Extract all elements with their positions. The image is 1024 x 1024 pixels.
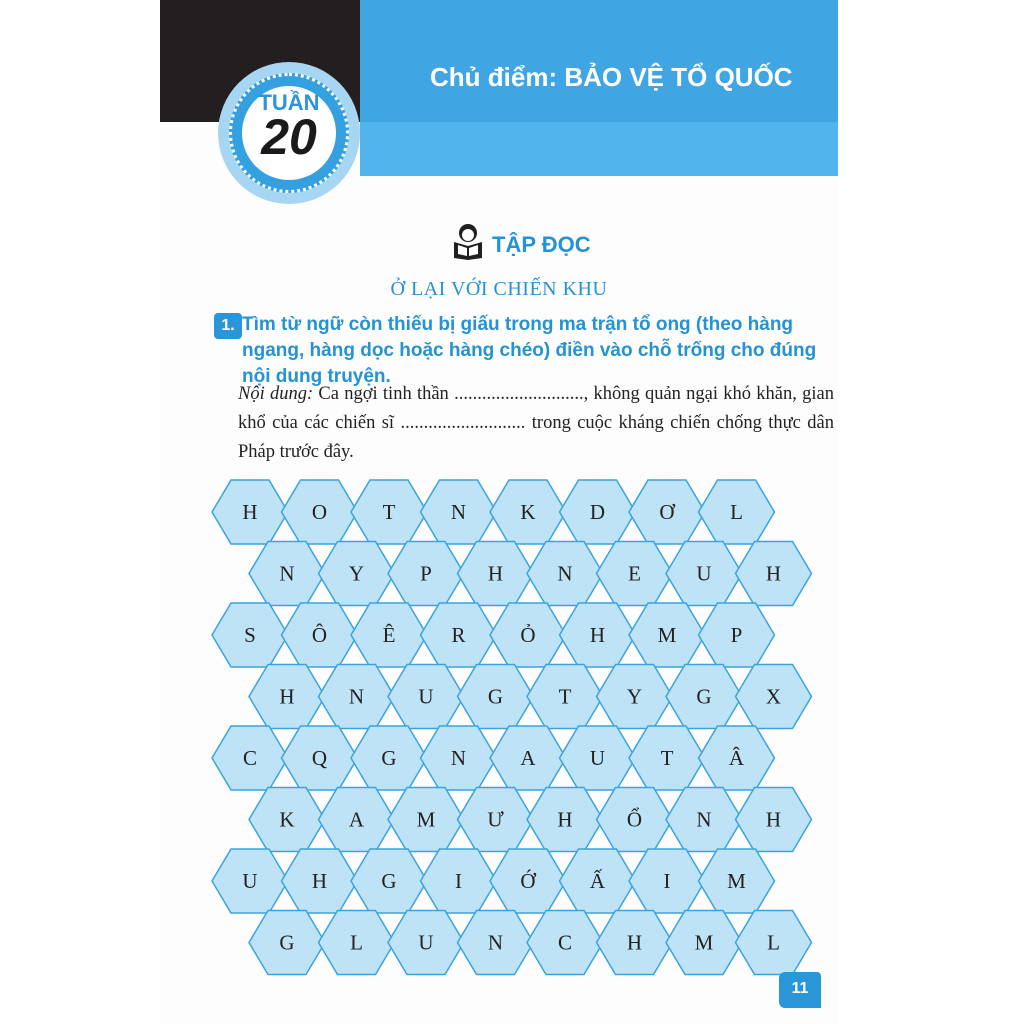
honeycomb-cell <box>597 788 673 852</box>
honeycomb-cell <box>249 911 325 975</box>
honeycomb-cell <box>736 665 812 729</box>
honeycomb-letter: Ổ <box>626 807 643 832</box>
honeycomb-letter: L <box>767 930 780 955</box>
honeycomb-letter: H <box>311 869 328 893</box>
page-number: 11 <box>791 980 809 997</box>
honeycomb-letter: Ê <box>382 623 396 647</box>
honeycomb-letter: D <box>589 500 606 524</box>
honeycomb-cell <box>421 603 497 667</box>
honeycomb-letter: Ơ <box>659 500 675 524</box>
honeycomb-letter: N <box>487 930 504 955</box>
honeycomb-cell <box>212 726 288 790</box>
honeycomb-cell <box>629 603 705 667</box>
honeycomb-letter: H <box>242 500 258 524</box>
honeycomb-letter: E <box>628 561 641 586</box>
honeycomb-cell <box>560 849 636 913</box>
honeycomb-cell <box>421 849 497 913</box>
honeycomb-letter: H <box>765 807 782 832</box>
honeycomb-letter: M <box>657 623 677 647</box>
honeycomb-letter: S <box>244 623 256 647</box>
honeycomb-cell <box>388 542 464 606</box>
honeycomb-cell <box>629 849 705 913</box>
honeycomb-letter: A <box>348 807 365 832</box>
honeycomb-letter: C <box>557 930 573 955</box>
honeycomb-letter: N <box>557 561 573 586</box>
honeycomb-cell <box>212 849 288 913</box>
honeycomb-grid <box>160 0 838 1024</box>
honeycomb-letter: K <box>520 500 536 524</box>
honeycomb-letter: G <box>381 746 397 770</box>
honeycomb-cell <box>458 911 534 975</box>
honeycomb-letter: G <box>487 684 504 709</box>
honeycomb-cell <box>388 911 464 975</box>
story-title: Ở LẠI VỚI CHIẾN KHU <box>390 278 608 300</box>
honeycomb-cell <box>699 726 775 790</box>
honeycomb-letter: K <box>279 807 295 832</box>
honeycomb-letter: N <box>696 807 712 832</box>
honeycomb-cell <box>212 480 288 544</box>
honeycomb-cell <box>249 542 325 606</box>
honeycomb-letter: M <box>727 869 746 893</box>
honeycomb-cell <box>490 603 566 667</box>
honeycomb-letter: G <box>279 930 295 955</box>
honeycomb-cell <box>527 542 603 606</box>
honeycomb-cell <box>351 480 427 544</box>
honeycomb-cell <box>666 542 742 606</box>
honeycomb-letter: H <box>589 623 606 647</box>
honeycomb-letter: M <box>694 930 714 955</box>
honeycomb-cell <box>282 726 358 790</box>
honeycomb-cell <box>388 665 464 729</box>
honeycomb-letter: H <box>279 684 295 709</box>
honeycomb-letter: N <box>279 561 295 586</box>
honeycomb-letter: O <box>311 500 328 524</box>
honeycomb-letter: U <box>418 930 434 955</box>
honeycomb-letter: Ư <box>487 807 504 832</box>
honeycomb-cell <box>597 542 673 606</box>
honeycomb-cell <box>282 603 358 667</box>
honeycomb-cell <box>319 911 395 975</box>
honeycomb-cell <box>699 849 775 913</box>
honeycomb-letter: M <box>416 807 436 832</box>
honeycomb-letter: H <box>626 930 643 955</box>
honeycomb-letter: Q <box>311 746 328 770</box>
honeycomb-cell <box>249 665 325 729</box>
honeycomb-cell <box>319 665 395 729</box>
honeycomb-cell <box>282 849 358 913</box>
honeycomb-cell <box>490 480 566 544</box>
honeycomb-cell <box>351 726 427 790</box>
honeycomb-letter: Ấ <box>589 869 606 893</box>
honeycomb-letter: R <box>451 623 466 647</box>
honeycomb-letter: Â <box>728 746 745 770</box>
honeycomb-cell <box>421 726 497 790</box>
honeycomb-cell <box>282 480 358 544</box>
honeycomb-letter: I <box>663 869 671 893</box>
honeycomb-cell <box>666 911 742 975</box>
honeycomb-cell <box>560 726 636 790</box>
theme-title: Chủ điểm: BẢO VỆ TỔ QUỐC <box>430 62 793 92</box>
honeycomb-letter: L <box>350 930 363 955</box>
honeycomb-cell <box>560 480 636 544</box>
honeycomb-cell <box>319 788 395 852</box>
honeycomb-cell <box>666 665 742 729</box>
content-label: Nội dung: <box>238 384 314 404</box>
honeycomb-letter: N <box>348 684 365 709</box>
honeycomb-cell <box>388 788 464 852</box>
honeycomb-letter: H <box>765 561 782 586</box>
honeycomb-letter: Ớ <box>520 869 536 893</box>
honeycomb-cell <box>490 849 566 913</box>
honeycomb-letter: L <box>730 500 743 524</box>
section-title: TẬP ĐỌC <box>492 232 591 257</box>
exercise-prompt: Tìm từ ngữ còn thiếu bị giấu trong ma trận tổ ong (theo hàng ngang, hàng dọc hoặc hàng chéo) điền vào chỗ trống cho đúng nội dung truyện. <box>242 314 817 387</box>
honeycomb-letter: P <box>420 561 432 586</box>
honeycomb-cell <box>527 911 603 975</box>
honeycomb-cell <box>490 726 566 790</box>
honeycomb-cell <box>319 542 395 606</box>
honeycomb-cell <box>736 911 812 975</box>
content-text: Ca ngợi tinh thần ............................, không quản ngại khó khăn, gian khổ của các chiến sĩ ........................... trong cuộc kháng chiến chống thực dân Pháp trước đây. <box>238 384 834 462</box>
workbook-page <box>160 0 838 1024</box>
honeycomb-letter: U <box>242 869 258 893</box>
honeycomb-letter: U <box>696 561 712 586</box>
honeycomb-letter: I <box>455 869 462 893</box>
exercise-number: 1. <box>214 313 242 339</box>
honeycomb-cell <box>527 788 603 852</box>
honeycomb-letter: G <box>381 869 397 893</box>
honeycomb-cell <box>699 603 775 667</box>
honeycomb-cell <box>736 542 812 606</box>
honeycomb-cell <box>351 849 427 913</box>
honeycomb-letter: H <box>487 561 504 586</box>
honeycomb-letter: Y <box>626 684 643 709</box>
honeycomb-letter: X <box>765 684 782 709</box>
honeycomb-letter: A <box>520 746 536 770</box>
honeycomb-cell <box>560 603 636 667</box>
honeycomb-cell <box>351 603 427 667</box>
honeycomb-cell <box>597 911 673 975</box>
honeycomb-letter: C <box>242 746 258 770</box>
honeycomb-letter: P <box>730 623 743 647</box>
honeycomb-letter: H <box>557 807 573 832</box>
honeycomb-letter: T <box>382 500 396 524</box>
honeycomb-letter: G <box>696 684 712 709</box>
honeycomb-cell <box>736 788 812 852</box>
honeycomb-cell <box>249 788 325 852</box>
honeycomb-cell <box>458 542 534 606</box>
honeycomb-letter: N <box>450 500 467 524</box>
honeycomb-cell <box>458 788 534 852</box>
honeycomb-cell <box>458 665 534 729</box>
honeycomb-cell <box>527 665 603 729</box>
honeycomb-letter: N <box>450 746 467 770</box>
week-label: TUẦN <box>258 90 320 115</box>
honeycomb-letter: Y <box>348 561 365 586</box>
honeycomb-cell <box>597 665 673 729</box>
honeycomb-letter: Ỏ <box>520 623 536 647</box>
honeycomb-letter: T <box>558 684 572 709</box>
honeycomb-letter: Ô <box>311 623 328 647</box>
honeycomb-cell <box>629 480 705 544</box>
week-number: 20 <box>261 109 317 165</box>
honeycomb-letter: T <box>660 746 674 770</box>
honeycomb-cell <box>421 480 497 544</box>
honeycomb-cell <box>666 788 742 852</box>
honeycomb-cell <box>212 603 288 667</box>
honeycomb-cell <box>699 480 775 544</box>
honeycomb-letter: U <box>418 684 434 709</box>
honeycomb-letter: U <box>589 746 606 770</box>
honeycomb-cell <box>629 726 705 790</box>
